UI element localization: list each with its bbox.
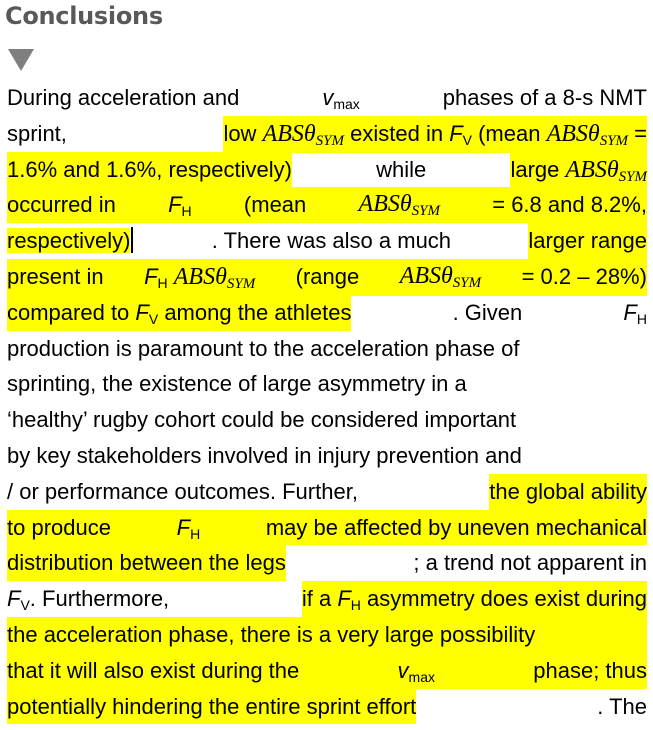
text-line-18: potentially hindering the entire sprint effort . The (7, 689, 647, 725)
text-cursor (131, 227, 133, 253)
abs-theta-sym: ABSθ$_{SYM}$ (546, 120, 629, 149)
abs-theta-sym: ABSθ$_{SYM}$ (358, 191, 440, 220)
highlight: the global ability (489, 474, 647, 510)
text-line-13: to produce $F_H$ may be affected by uneven mechanical (7, 510, 647, 546)
text-line-4: occurred in $F_H$ (mean ABSθ$_{SYM}$ = 6.8 and 8.2%, (7, 187, 647, 223)
text-line-5: respectively) . There was also a much larger range (7, 223, 647, 259)
vmax-symbol: $v_{max}$ (322, 85, 360, 112)
abs-theta-sym: ABSθ$_{SYM}$ (399, 262, 482, 291)
text-line-9: sprinting, the existence of large asymmetry in a (7, 371, 467, 397)
text-line-6: present in $F_H$ ABSθ$_{SYM}$ (range ABSθ$_{SYM}$ = 0.2 – 28%) (7, 259, 647, 295)
section-heading: Conclusions (5, 2, 163, 30)
text-line-3: 1.6% and 1.6%, respectively) while large ABSθ$_{SYM}$ (7, 152, 647, 188)
highlight: potentially hindering the entire sprint effort (7, 689, 416, 725)
collapse-triangle-icon[interactable] (7, 47, 35, 73)
abs-theta-sym: ABSθ$_{SYM}$ (262, 120, 345, 149)
text-line-8: production is paramount to the acceleration phase of (7, 335, 520, 361)
text-line-14: distribution between the legs ; a trend not apparent in (7, 545, 647, 581)
highlight: low ABSθ$_{SYM}$ existed in $F_V$ (mean ABSθ$_{SYM}$ = (223, 116, 647, 153)
text-line-12: / or performance outcomes. Further, the global ability (7, 474, 647, 510)
highlight: large ABSθ$_{SYM}$ (510, 152, 647, 189)
highlight: if a $F_H$ asymmetry does exist during (302, 581, 647, 617)
highlight: larger range (528, 223, 647, 259)
highlight: 1.6% and 1.6%, respectively) (7, 152, 292, 189)
vmax-symbol: $v_{max}$ (397, 657, 435, 685)
highlight: distribution between the legs (7, 545, 286, 581)
conclusions-paragraph (7, 80, 647, 724)
abs-theta-sym: ABSθ$_{SYM}$ (565, 156, 647, 185)
text-line-7: compared to $F_V$ among the athletes . Given $F_H$ (7, 295, 647, 331)
text-line-10: ‘healthy’ rugby cohort could be considered important (7, 407, 517, 433)
text-line-11: by key stakeholders involved in injury prevention and (7, 442, 522, 468)
text-line-16: the acceleration phase, there is a very large possibility (7, 617, 647, 653)
abs-theta-sym: ABSθ$_{SYM}$ (173, 263, 256, 292)
text-line-15: $F_V$. Furthermore, if a $F_H$ asymmetry does exist during (7, 581, 647, 617)
text-line-1: During acceleration and $v_{max}$ phases of a 8-s NMT (7, 80, 647, 116)
text-line-17: that it will also exist during the $v_{max}$ phase; thus (7, 653, 647, 689)
highlight: compared to $F_V$ among the athletes (7, 295, 351, 331)
highlight: respectively) (7, 228, 131, 254)
text-line-2: sprint, low ABSθ$_{SYM}$ existed in $F_V$ (mean ABSθ$_{SYM}$ = (7, 116, 647, 152)
